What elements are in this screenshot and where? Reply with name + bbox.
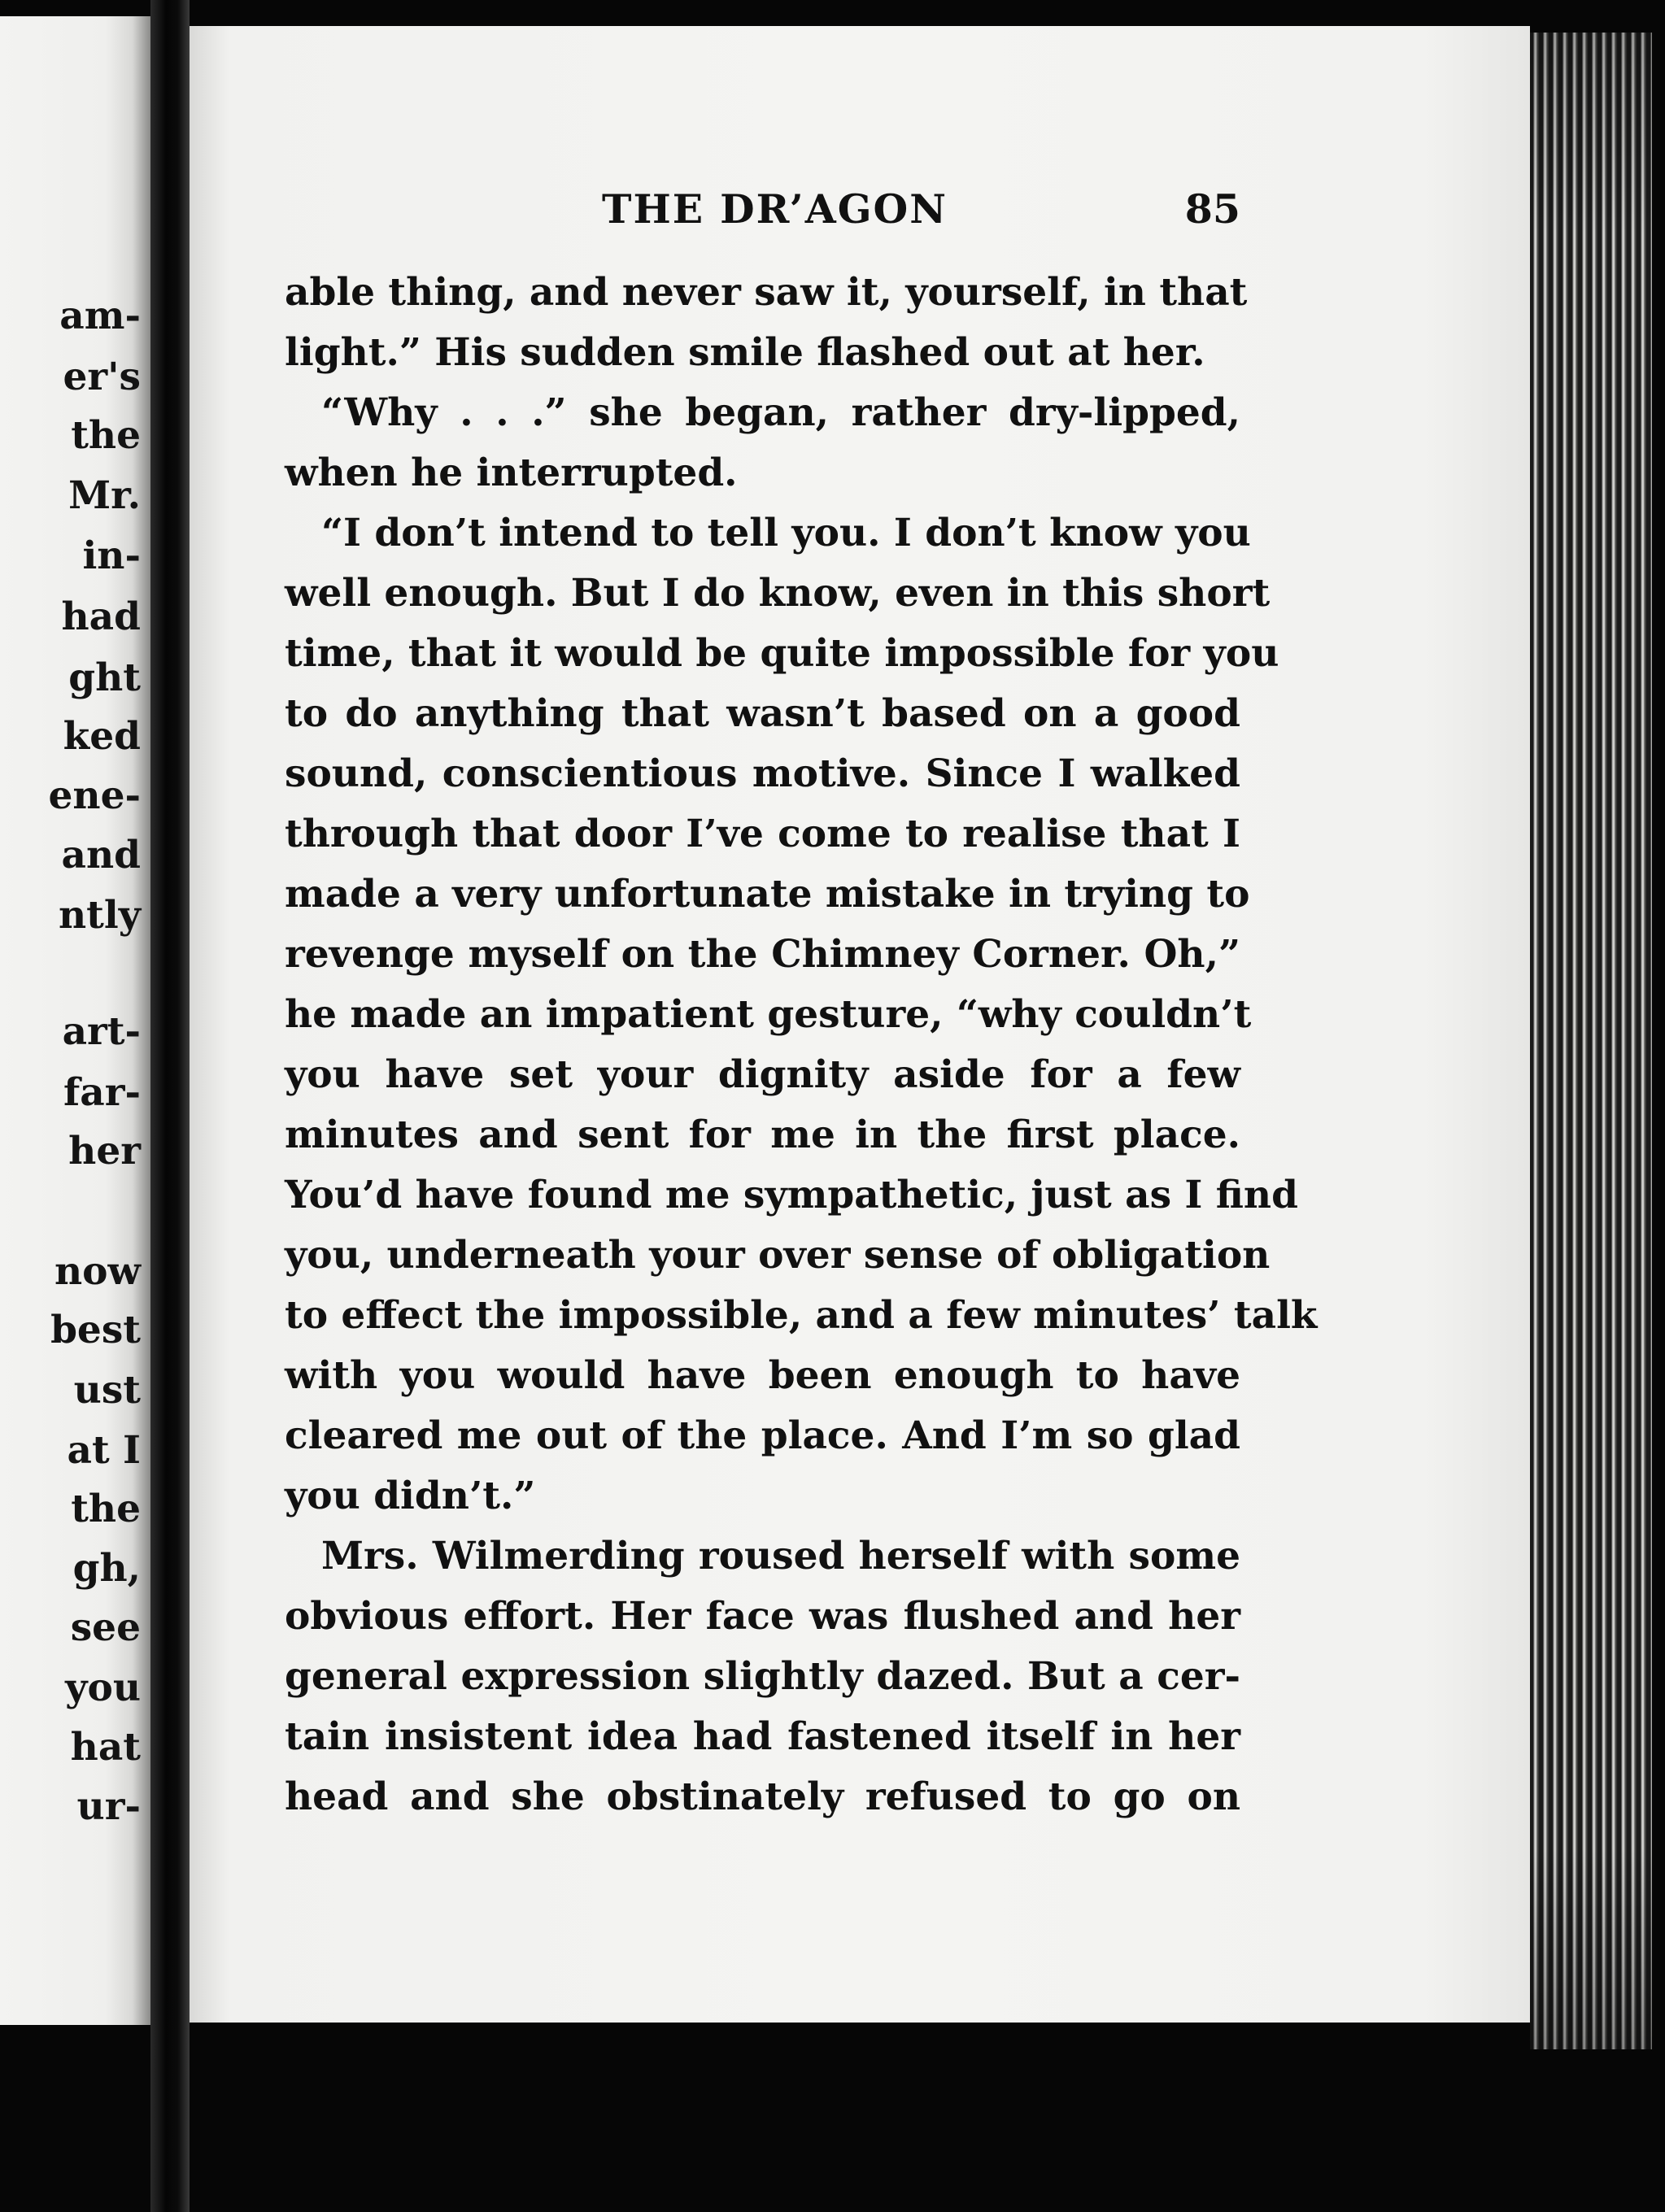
- left-facing-page: [0, 16, 150, 2025]
- text-line: able thing, and never saw it, yourself, in that: [285, 270, 1248, 315]
- left-page-fragment: hat: [70, 1725, 141, 1770]
- left-page-fragment: you: [65, 1666, 141, 1710]
- text-line: made a very unfortunate mistake in trying to: [285, 872, 1250, 917]
- running-head-title: THE DR’AGON: [602, 185, 948, 233]
- left-page-fragment: the: [71, 1487, 141, 1531]
- left-page-fragment: and: [61, 833, 141, 877]
- left-page-fragment: the: [71, 413, 141, 458]
- text-line: to do anything that wasn’t based on a good: [285, 691, 1240, 736]
- left-page-fragment: am-: [59, 294, 141, 338]
- text-line: well enough. But I do know, even in this short: [285, 571, 1271, 616]
- left-page-fragment: ked: [63, 714, 141, 759]
- text-line: you, underneath your over sense of obligation: [285, 1233, 1271, 1278]
- text-line: minutes and sent for me in the first place.: [285, 1113, 1240, 1157]
- text-line: sound, conscientious motive. Since I walked: [285, 751, 1240, 796]
- text-line: when he interrupted.: [285, 451, 738, 495]
- text-line: with you would have been enough to have: [285, 1353, 1240, 1398]
- left-page-fragment: ntly: [58, 893, 141, 938]
- body-text: [285, 263, 1318, 1827]
- left-page-fragment: far-: [63, 1070, 141, 1115]
- running-head: [285, 185, 1240, 234]
- text-line: revenge myself on the Chimney Corner. Oh,”: [285, 932, 1240, 977]
- left-page-fragment: er's: [63, 355, 141, 399]
- text-line: tain insistent idea had fastened itself in her: [285, 1714, 1240, 1759]
- left-page-fragment: gh,: [72, 1546, 141, 1591]
- text-line: You’d have found me sympathetic, just as I find: [285, 1173, 1298, 1217]
- left-page-fragment: ur-: [76, 1784, 141, 1829]
- text-line: head and she obstinately refused to go on: [285, 1774, 1240, 1819]
- left-page-text-fragments: [0, 16, 150, 2025]
- text-line: you have set your dignity aside for a few: [285, 1052, 1240, 1097]
- text-line: “I don’t intend to tell you. I don’t know you: [321, 511, 1251, 555]
- text-line: you didn’t.”: [285, 1474, 536, 1518]
- book-gutter: [150, 0, 190, 2212]
- left-page-fragment: at I: [67, 1428, 141, 1473]
- text-line: to effect the impossible, and a few minutes’ talk: [285, 1293, 1318, 1338]
- left-page-fragment: ght: [68, 655, 141, 700]
- text-line: through that door I’ve come to realise that I: [285, 812, 1240, 856]
- left-page-fragment: her: [68, 1129, 141, 1173]
- left-page-fragment: now: [54, 1249, 141, 1294]
- left-page-fragment: art-: [62, 1009, 141, 1054]
- left-page-fragment: ene-: [48, 773, 141, 818]
- text-line: time, that it would be quite impossible for you: [285, 631, 1279, 676]
- text-line: general expression slightly dazed. But a cer-: [285, 1654, 1240, 1699]
- left-page-fragment: had: [61, 594, 141, 639]
- text-line: light.” His sudden smile flashed out at her.: [285, 330, 1205, 375]
- left-page-fragment: in-: [82, 533, 141, 578]
- left-page-fragment: best: [50, 1308, 141, 1352]
- text-line: Mrs. Wilmerding roused herself with some: [321, 1534, 1240, 1578]
- page-edges-shade: [1530, 33, 1652, 2049]
- text-line: obvious effort. Her face was flushed and her: [285, 1594, 1240, 1639]
- left-page-fragment: ust: [73, 1368, 141, 1413]
- text-line: he made an impatient gesture, “why couldn’t: [285, 992, 1252, 1037]
- page-number: 85: [1184, 185, 1240, 233]
- left-page-fragment: see: [70, 1605, 141, 1650]
- text-line: cleared me out of the place. And I’m so glad: [285, 1413, 1240, 1458]
- left-page-fragment: Mr.: [68, 473, 141, 518]
- text-line: “Why . . .” she began, rather dry-lipped,: [321, 390, 1240, 435]
